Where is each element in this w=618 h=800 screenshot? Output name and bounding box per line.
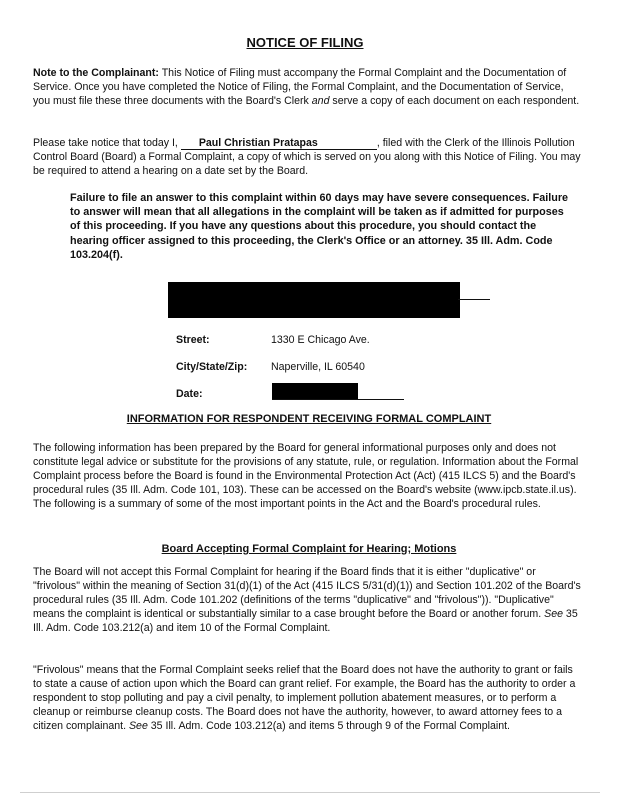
note-italic: and — [311, 95, 330, 107]
board-text-after: 35 Ill. Adm. Code 103.212(a) and item 10 of the Formal Complaint. — [33, 608, 578, 634]
street-value: 1330 E Chicago Ave. — [271, 334, 370, 346]
note-to-complainant — [33, 66, 583, 108]
frivolous-see: See — [128, 720, 148, 732]
note-text-before: This Notice of Filing must accompany the Formal Complaint and the Documentation of Service. Once you have completed the Notice of Filing, the Formal Complaint, and the Documentation of Service, you must file these three documents with the Board's Clerk — [33, 67, 567, 107]
info-heading: INFORMATION FOR RESPONDENT RECEIVING FORMAL COMPLAINT — [126, 413, 492, 425]
footer-rule — [20, 792, 600, 793]
city-label: City/State/Zip: — [176, 361, 248, 373]
complainant-name-field: Paul Christian Pratapas — [181, 137, 377, 150]
frivolous-text-after: 35 Ill. Adm. Code 103.212(a) and items 5 through 9 of the Formal Complaint. — [147, 720, 510, 732]
board-paragraph — [33, 565, 583, 635]
city-value: Naperville, IL 60540 — [271, 361, 365, 373]
notice-before: Please take notice that today I, — [33, 137, 181, 149]
notice-paragraph — [33, 136, 583, 178]
info-paragraph: The following information has been prepared by the Board for general informational purposes only and does not constitute legal advice or substitute for the provisions of any statute, rule, or regulation. Information about the Formal Complaint process before the Board is found in the Environmental Protection Act (Act) (415 ILCS 5) and the Board's procedural rules (35 Ill. Adm. Code 101, 103). These can be accessed on the Board's website (www.ipcb.state.il.us). The following is a summary of some of the most important points in the Act and the Board's procedural rules. — [33, 442, 579, 510]
note-label: Note to the Complainant: — [33, 67, 159, 79]
redacted-date-block — [272, 383, 358, 400]
note-text-after: serve a copy of each document on each respondent. — [329, 95, 580, 107]
page-title: NOTICE OF FILING — [246, 35, 364, 50]
street-label: Street: — [176, 334, 210, 346]
date-label: Date: — [176, 388, 203, 400]
frivolous-text-before: "Frivolous" means that the Formal Complaint seeks relief that the Board does not have the authority to grant or fails to state a cause of action upon which the Board can grant relief. For example, the Board has the authority to order a respondent to stop polluting and pay a civil penalty, to implement pollution abatement measures, or to perform a cleanup or reimburse cleanup costs. The Board does not have the authority, however, to award attorney fees to a citizen complainant. — [33, 664, 576, 732]
date-line — [272, 399, 404, 400]
redacted-name-block — [168, 282, 460, 318]
frivolous-paragraph — [33, 663, 583, 733]
name-signature-line — [458, 299, 490, 300]
board-see: See — [544, 608, 563, 620]
warning-paragraph: Failure to file an answer to this complaint within 60 days may have severe consequences. Failure to answer will mean that all allegations in the complaint will be taken as if admitted for purposes of this proceeding. If you have any questions about this procedure, you should contact the hearing officer assigned to this proceeding, the Clerk's Office or an attorney. 35 Ill. Adm. Code 103.204(f). — [70, 192, 569, 261]
board-heading: Board Accepting Formal Complaint for Hearing; Motions — [161, 543, 457, 555]
notice-after: , filed with the Clerk of the Illinois Pollution Control Board (Board) a Formal Complaint, a copy of which is served on you along with this Notice of Filing. You may be required to attend a hearing on a date set by the Board. — [33, 137, 581, 177]
board-text-before: The Board will not accept this Formal Complaint for hearing if the Board finds that it is either "duplicative" or "frivolous" within the meaning of Section 31(d)(1) of the Act (415 ILCS 5/31(d)(1)) and Section 101.202 of the Board's procedural rules (35 Ill. Adm. Code 101.202 (definitions of the terms "duplicative" and "frivolous")). "Duplicative" means the complaint is identical or substantially similar to a case brought before the Board or another forum. — [33, 566, 581, 620]
